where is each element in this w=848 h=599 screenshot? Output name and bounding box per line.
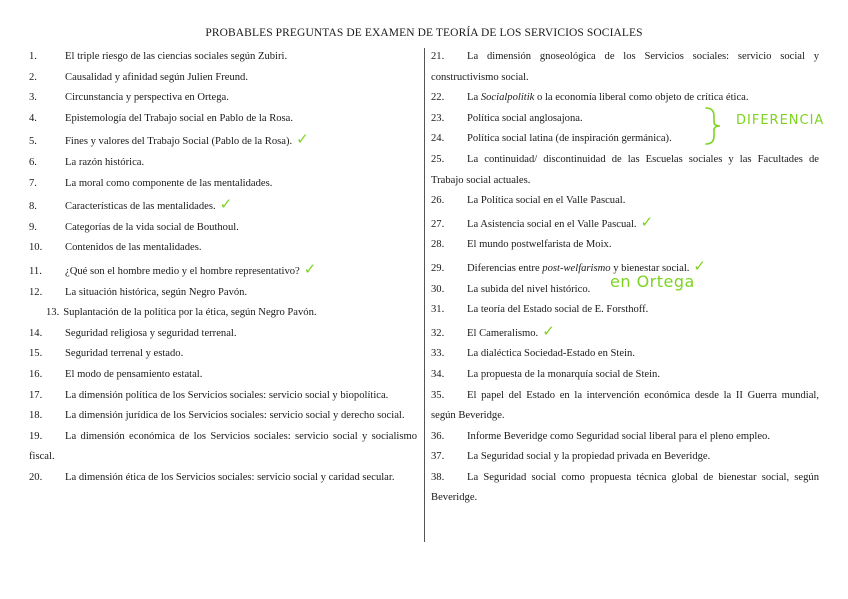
question-30: 30. La subida del nivel histórico. [431,283,591,295]
question-17: 17. La dimensión política de los Servicios sociales: servicio social y biopolítica. [29,389,389,401]
question-12: 12. La situación histórica, según Negro Pavón. [29,286,248,298]
checkmark-icon: ✓ [542,321,555,340]
question-33: 33. La dialéctica Sociedad-Estado en Stein. [431,348,635,360]
question-19: 19. La dimensión económica de los Servicios sociales: servicio social y socialismo fiscal. [29,430,417,463]
page-title: PROBABLES PREGUNTAS DE EXAMEN DE TEORÍA DE LOS SERVICIOS SOCIALES [205,27,643,39]
question-24: 24. Política social latina (de inspiración germánica). [431,133,672,145]
question-2: 2. Causalidad y afinidad según Julien Freund. [29,71,249,83]
question-4: 4. Epistemología del Trabajo social en Pablo de la Rosa. [29,112,294,124]
question-37: 37. La Seguridad social y la propiedad privada en Beveridge. [431,451,711,463]
checkmark-icon: ✓ [219,195,233,214]
question-21: 21. La dimensión gnoseológica de los Servicios sociales: servicio social y constructivismo social. [431,51,819,83]
column-divider [424,48,425,542]
question-7: 7. La moral como componente de las mentalidades. [29,177,273,189]
question-27: 27. La Asistencia social en el Valle Pascual. ✓ [431,212,654,231]
question-31: 31. La teoría del Estado social de E. Forsthoff. [431,304,649,316]
handwritten-en-ortega-note: en Ortega [610,272,695,291]
question-13: 13. Suplantación de la política por la ética, según Negro Pavón. [46,307,317,319]
checkmark-icon: ✓ [296,130,309,149]
question-15: 15. Seguridad terrenal y estado. [29,348,184,360]
question-20: 20. La dimensión ética de los Servicios sociales: servicio social y caridad secular. [29,471,395,483]
question-36: 36. Informe Beveridge como Seguridad social liberal para el pleno empleo. [431,430,770,442]
question-23: 23. Política social anglosajona. [431,112,583,124]
question-8: 8. Características de las mentalidades. ✓ [29,195,233,214]
question-22: 22. La Socialpolitik o la economía liberal como objeto de crítica ética. [431,92,749,104]
checkmark-icon: ✓ [640,212,654,231]
question-16: 16. El modo de pensamiento estatal. [29,368,203,380]
question-3: 3. Circunstancia y perspectiva en Ortega. [29,92,229,104]
checkmark-icon: ✓ [693,256,706,275]
left-question-column [29,47,417,488]
question-25: 25. La continuidad/ discontinuidad de las Escuelas sociales y las Facultades de Trabajo social actuales. [431,153,819,186]
question-1: 1. El triple riesgo de las ciencias sociales según Zubiri. [29,51,288,62]
question-34: 34. La propuesta de la monarquía social de Stein. [431,368,660,380]
question-14: 14. Seguridad religiosa y seguridad terrenal. [29,327,237,339]
question-26: 26. La Política social en el Valle Pascual. [431,195,626,207]
question-9: 9. Categorías de la vida social de Bouthoul. [29,221,239,233]
question-18: 18. La dimensión jurídica de los Servicios sociales: servicio social y derecho social. [29,410,405,422]
question-10: 10. Contenidos de las mentalidades. [29,242,202,254]
question-35: 35. El papel del Estado en la intervención económica desde la II Guerra mundial, según Beveridge. [431,389,819,422]
checkmark-icon: ✓ [303,259,317,278]
question-5: 5. Fines y valores del Trabajo Social (Pablo de la Rosa). ✓ [29,130,309,149]
question-29: 29. Diferencias entre post-welfarismo y bienestar social. ✓ [431,256,706,275]
question-28: 28. El mundo postwelfarista de Moix. [431,239,612,251]
question-38: 38. La Seguridad social como propuesta técnica global de bienestar social, según Beveridge. [431,471,819,504]
question-6: 6. La razón histórica. [29,156,145,168]
question-32: 32. El Cameralismo. ✓ [431,321,555,340]
curly-brace-icon [704,106,724,146]
handwritten-diferencia-note: DIFERENCIA [736,113,825,128]
question-11: 11. ¿Qué son el hombre medio y el hombre representativo? ✓ [29,259,317,278]
